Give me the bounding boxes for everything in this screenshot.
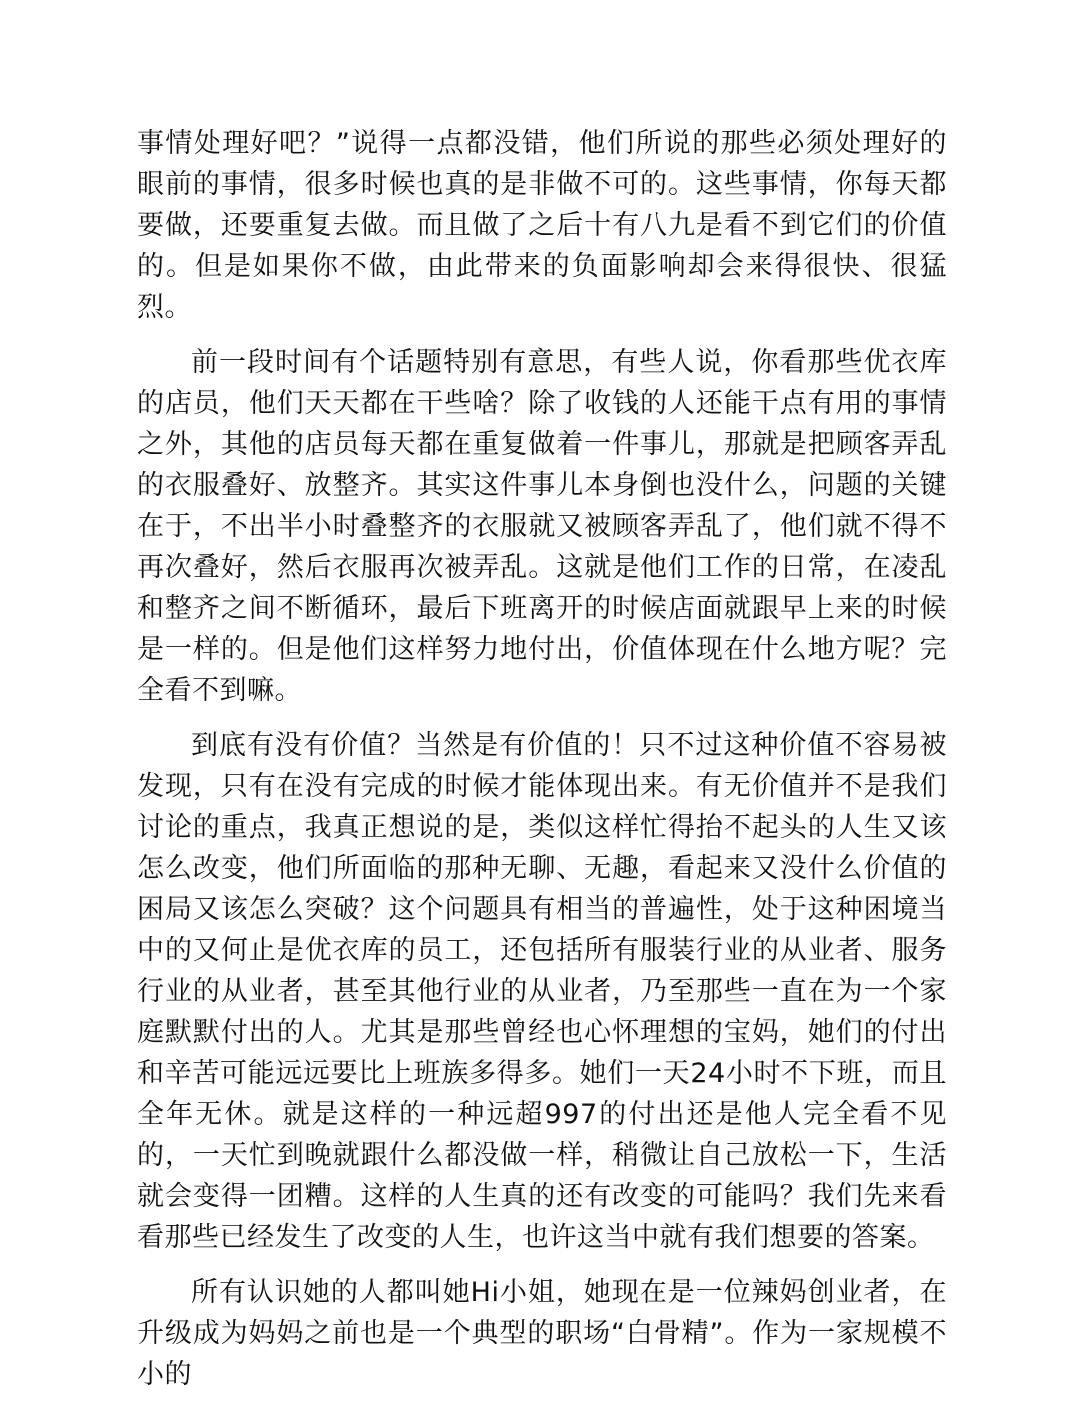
paragraph-1: 事情处理好吧？”说得一点都没错，他们所说的那些必须处理好的眼前的事情，很多时候也真的是非做不可的。这些事情，你每天都要做，还要重复去做。而且做了之后十有八九是看不到它们的价值的。但是如果你不做，由此带来的负面影响却会来得很快、很猛烈。 [137, 128, 947, 323]
paragraph-4: 所有认识她的人都叫她Hi小姐，她现在是一位辣妈创业者，在升级成为妈妈之前也是一个典型的职场“白骨精”。作为一家规模不小的 [137, 1277, 947, 1390]
paragraph-2: 前一段时间有个话题特别有意思，有些人说，你看那些优衣库的店员，他们天天都在干些啥？除了收钱的人还能干点有用的事情之外，其他的店员每天都在重复做着一件事儿，那就是把顾客弄乱的衣服叠好、放整齐。其实这件事儿本身倒也没什么，问题的关键在于，不出半小时叠整齐的衣服就又被顾客弄乱了，他们就不得不再次叠好，然后衣服再次被弄乱。这就是他们工作的日常，在凌乱和整齐之间不断循环，最后下班离开的时候店面就跟早上来的时候是一样的。但是他们这样努力地付出，价值体现在什么地方呢？完全看不到嘛。 [137, 347, 947, 706]
paragraph-3: 到底有没有价值？当然是有价值的！只不过这种价值不容易被发现，只有在没有完成的时候才能体现出来。有无价值并不是我们讨论的重点，我真正想说的是，类似这样忙得抬不起头的人生又该怎么改变，他们所面临的那种无聊、无趣，看起来又没什么价值的困局又该怎么突破？这个问题具有相当的普遍性，处于这种困境当中的又何止是优衣库的员工，还包括所有服装行业的从业者、服务行业的从业者，甚至其他行业的从业者，乃至那些一直在为一个家庭默默付出的人。尤其是那些曾经也心怀理想的宝妈，她们的付出和辛苦可能远远要比上班族多得多。她们一天24小时不下班，而且全年无休。就是这样的一种远超997的付出还是他人完全看不见的，一天忙到晚就跟什么都没做一样，稍微让自己放松一下，生活就会变得一团糟。这样的人生真的还有改变的可能吗？我们先来看看那些已经发生了改变的人生，也许这当中就有我们想要的答案。 [137, 730, 947, 1253]
document-page [137, 123, 947, 1409]
